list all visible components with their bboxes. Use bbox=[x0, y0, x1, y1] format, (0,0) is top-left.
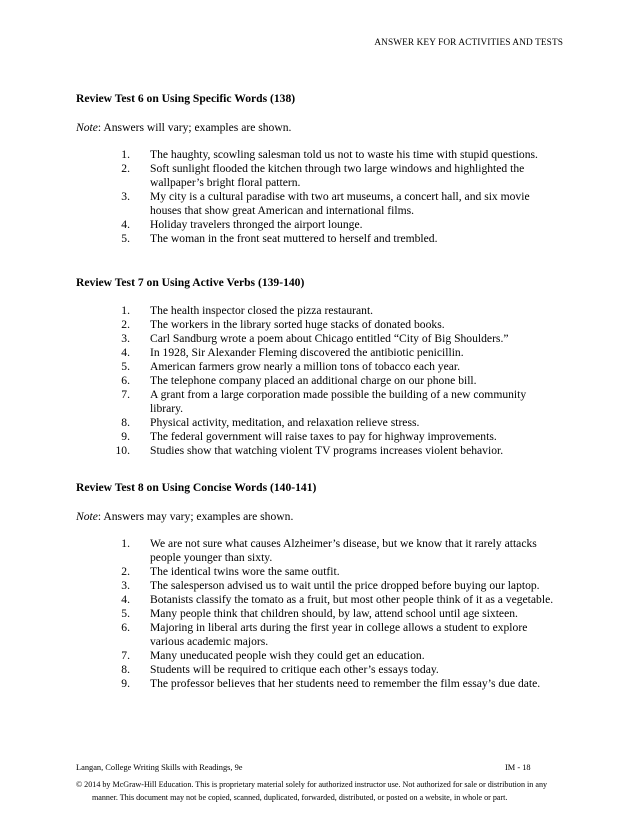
list-item bbox=[0, 388, 638, 416]
item-text: Many people think that children should, by law, attend school until age sixteen. bbox=[150, 607, 518, 620]
item-number: 3. bbox=[121, 579, 130, 592]
item-number: 2. bbox=[121, 565, 130, 578]
item-text: The workers in the library sorted huge stacks of donated books. bbox=[150, 318, 445, 331]
item-text: The professor believes that her students need to remember the film essay’s due date. bbox=[150, 677, 541, 690]
item-number: 5. bbox=[121, 360, 130, 373]
item-text: Students will be required to critique each other’s essays today. bbox=[150, 663, 439, 676]
item-number: 7. bbox=[121, 649, 130, 662]
list-item bbox=[0, 444, 638, 458]
item-text: Holiday travelers thronged the airport lounge. bbox=[150, 218, 363, 231]
item-number: 9. bbox=[121, 430, 130, 443]
list-item bbox=[0, 304, 638, 318]
list-item bbox=[0, 416, 638, 430]
note-text: : Answers will vary; examples are shown. bbox=[97, 121, 292, 134]
item-text: The haughty, scowling salesman told us not to waste his time with stupid questions. bbox=[150, 148, 538, 161]
section-note-review-test-8 bbox=[76, 510, 293, 523]
section-title-review-test-8: Review Test 8 on Using Concise Words (140-141) bbox=[76, 481, 317, 494]
item-text: Many uneducated people wish they could get an education. bbox=[150, 649, 425, 662]
note-text: : Answers may vary; examples are shown. bbox=[97, 510, 294, 523]
list-item bbox=[0, 537, 638, 565]
item-text: We are not sure what causes Alzheimer’s disease, but we know that it rarely attacks people younger than sixty. bbox=[150, 537, 537, 564]
item-text: Physical activity, meditation, and relaxation relieve stress. bbox=[150, 416, 420, 429]
item-text: A grant from a large corporation made possible the building of a new community library. bbox=[150, 388, 527, 415]
section-note-review-test-6 bbox=[76, 121, 291, 134]
item-number: 1. bbox=[121, 148, 130, 161]
running-header: ANSWER KEY FOR ACTIVITIES AND TESTS bbox=[374, 38, 563, 48]
list-item bbox=[0, 677, 638, 691]
copyright-line-2: manner. This document may not be copied, scanned, duplicated, forwarded, distributed, or posted on a website, in whole or part. bbox=[92, 792, 508, 802]
item-number: 5. bbox=[121, 607, 130, 620]
item-text: American farmers grow nearly a million tons of tobacco each year. bbox=[150, 360, 461, 373]
item-text: In 1928, Sir Alexander Fleming discovered the antibiotic penicillin. bbox=[150, 346, 464, 359]
answer-list-review-test-7 bbox=[0, 304, 638, 458]
list-item bbox=[0, 621, 638, 649]
list-item bbox=[0, 649, 638, 663]
footer-page-number: IM - 18 bbox=[505, 763, 531, 772]
item-text: The health inspector closed the pizza restaurant. bbox=[150, 304, 374, 317]
section-title-review-test-6: Review Test 6 on Using Specific Words (138) bbox=[76, 92, 296, 105]
answer-list-review-test-6 bbox=[0, 148, 638, 246]
item-text: Studies show that watching violent TV programs increases violent behavior. bbox=[150, 444, 504, 457]
item-text: Soft sunlight flooded the kitchen through two large windows and highlighted the wallpaper’s bright floral pattern. bbox=[150, 162, 525, 189]
item-number: 6. bbox=[121, 374, 130, 387]
footer-copyright bbox=[76, 779, 564, 804]
item-number: 4. bbox=[121, 593, 130, 606]
item-text: Botanists classify the tomato as a fruit, but most other people think of it as a vegetable. bbox=[150, 593, 554, 606]
list-item bbox=[0, 318, 638, 332]
list-item bbox=[0, 565, 638, 579]
list-item bbox=[0, 579, 638, 593]
item-number: 2. bbox=[121, 318, 130, 331]
item-number: 3. bbox=[121, 332, 130, 345]
note-label: Note bbox=[76, 121, 98, 134]
answer-list-review-test-8 bbox=[0, 537, 638, 691]
item-number: 4. bbox=[121, 346, 130, 359]
copyright-line-1: © 2014 by McGraw-Hill Education. This is proprietary material solely for authorized instructor use. Not authorized for sale or distribution in any bbox=[76, 780, 548, 789]
footer-book-citation: Langan, College Writing Skills with Readings, 9e bbox=[76, 763, 243, 772]
item-number: 7. bbox=[121, 388, 130, 401]
item-number: 4. bbox=[121, 218, 130, 231]
list-item bbox=[0, 332, 638, 346]
item-number: 9. bbox=[121, 677, 130, 690]
list-item bbox=[0, 148, 638, 162]
item-number: 3. bbox=[121, 190, 130, 203]
list-item bbox=[0, 162, 638, 190]
item-number: 8. bbox=[121, 663, 130, 676]
item-text: Majoring in liberal arts during the first year in college allows a student to explore various academic majors. bbox=[150, 621, 528, 648]
list-item bbox=[0, 430, 638, 444]
list-item bbox=[0, 360, 638, 374]
item-text: The telephone company placed an additional charge on our phone bill. bbox=[150, 374, 477, 387]
item-text: The salesperson advised us to wait until the price dropped before buying our laptop. bbox=[150, 579, 540, 592]
item-text: The federal government will raise taxes to pay for highway improvements. bbox=[150, 430, 497, 443]
item-number: 10. bbox=[115, 444, 130, 457]
list-item bbox=[0, 593, 638, 607]
item-number: 2. bbox=[121, 162, 130, 175]
section-title-review-test-7: Review Test 7 on Using Active Verbs (139-140) bbox=[76, 276, 305, 289]
list-item bbox=[0, 663, 638, 677]
item-text: My city is a cultural paradise with two art museums, a concert hall, and six movie houses that show great American and international films. bbox=[150, 190, 530, 217]
item-number: 1. bbox=[121, 537, 130, 550]
list-item bbox=[0, 374, 638, 388]
list-item bbox=[0, 190, 638, 218]
item-number: 1. bbox=[121, 304, 130, 317]
item-number: 8. bbox=[121, 416, 130, 429]
list-item bbox=[0, 346, 638, 360]
item-number: 5. bbox=[121, 232, 130, 245]
note-label: Note bbox=[76, 510, 98, 523]
list-item bbox=[0, 607, 638, 621]
item-text: The identical twins wore the same outfit. bbox=[150, 565, 340, 578]
list-item bbox=[0, 218, 638, 232]
item-text: Carl Sandburg wrote a poem about Chicago entitled “City of Big Shoulders.” bbox=[150, 332, 509, 345]
item-text: The woman in the front seat muttered to herself and trembled. bbox=[150, 232, 438, 245]
item-number: 6. bbox=[121, 621, 130, 634]
list-item bbox=[0, 232, 638, 246]
